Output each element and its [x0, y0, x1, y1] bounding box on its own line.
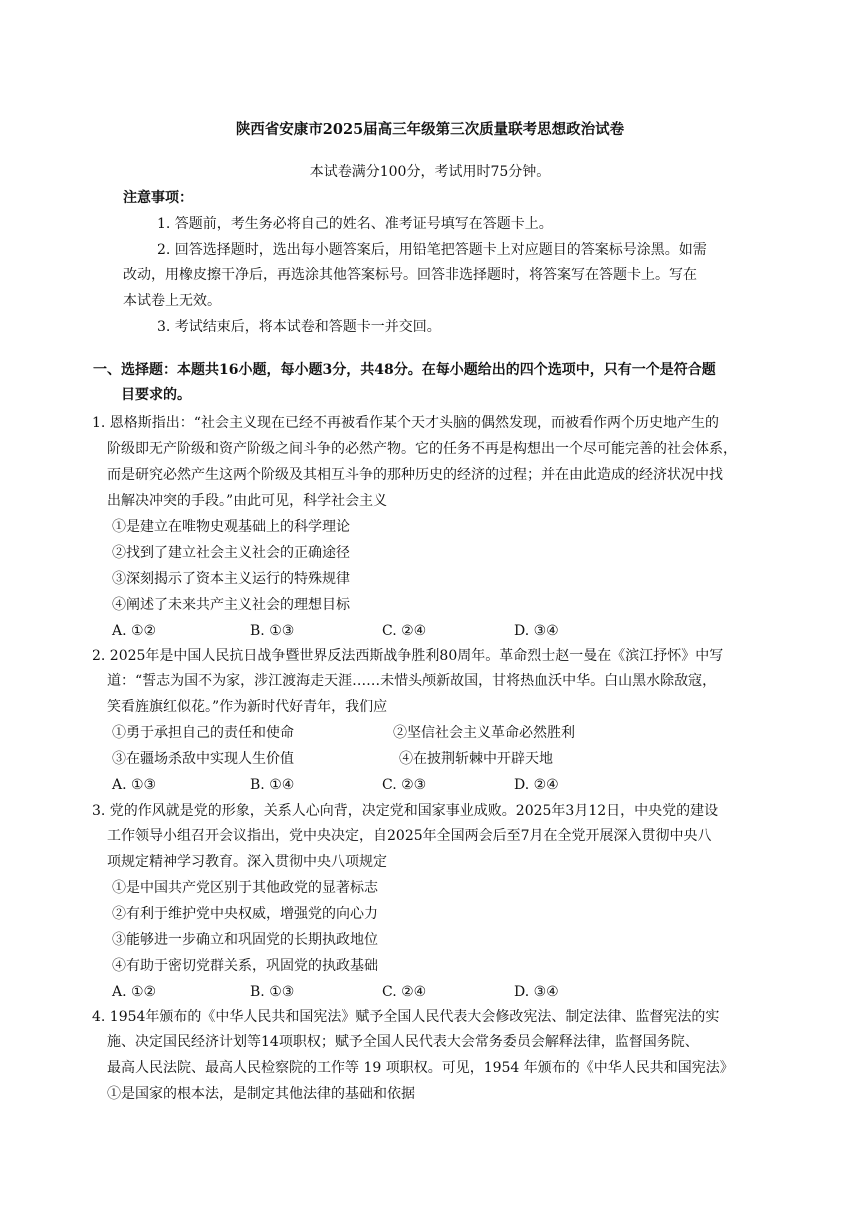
notice-item-1: 1. 答题前，考生务必将自己的姓名、准考证号填写在答题卡上。	[157, 216, 553, 232]
question-stem: 工作领导小组召开会议指出，党中央决定，自2025年全国两会后至7月在全党开展深入贯彻中央八	[107, 828, 712, 844]
statement-2: ②有利于维护党中央权威，增强党的向心力	[112, 906, 378, 922]
option-d: D. ③④	[514, 623, 559, 639]
question-stem: 而是研究必然产生这两个阶级及其相互斗争的那种历史的经济的过程；并在由此造成的经济状况中找	[107, 467, 723, 483]
page-title: 陕西省安康市2025届高三年级第三次质量联考思想政治试卷	[235, 121, 625, 138]
notice-item-3: 3. 考试结束后，将本试卷和答题卡一并交回。	[157, 319, 441, 335]
option-b: B. ①③	[250, 623, 295, 639]
statement-1: ①勇于承担自己的责任和使命	[112, 725, 294, 741]
notice-item-2: 2. 回答选择题时，选出每小题答案后，用铅笔把答题卡上对应题目的答案标号涂黑。如需	[157, 242, 707, 258]
notice-item-2-cont: 本试卷上无效。	[123, 293, 221, 309]
question-stem: 笑看旌旗红似花。”作为新时代好青年，我们应	[107, 699, 388, 715]
question-stem: 3. 党的作风就是党的形象，关系人心向背，决定党和国家事业成败。2025年3月12日，中央党的建设	[92, 803, 719, 819]
statement-1: ①是国家的根本法，是制定其他法律的基础和依据	[107, 1086, 415, 1102]
exam-info: 本试卷满分100分，考试用时75分钟。	[309, 164, 551, 180]
statement-3: ③能够进一步确立和巩固党的长期执政地位	[112, 932, 378, 948]
statement-3: ③在疆场杀敌中实现人生价值	[112, 751, 294, 767]
question-stem: 1. 恩格斯指出：“社会主义现在已经不再被看作某个天才头脑的偶然发现，而被看作两个历史地产生的	[92, 415, 719, 431]
question-stem: 出解决冲突的手段。”由此可见，科学社会主义	[107, 493, 388, 509]
question-stem: 道：“誓志为国不为家，涉江渡海走天涯……未惜头颅新故国，甘将热血沃中华。白山黑水除敌寇，	[107, 673, 717, 689]
question-stem: 4. 1954年颁布的《中华人民共和国宪法》赋予全国人民代表大会修改宪法、制定法律、监督宪法的实	[92, 1009, 720, 1025]
statement-2: ②坚信社会主义革命必然胜利	[393, 725, 575, 741]
option-d: D. ②④	[514, 777, 559, 793]
statement-1: ①是中国共产党区别于其他政党的显著标志	[112, 880, 378, 896]
option-d: D. ③④	[514, 984, 559, 1000]
statement-2: ②找到了建立社会主义社会的正确途径	[112, 545, 350, 561]
question-stem: 最高人民法院、最高人民检察院的工作等 19 项职权。可见，1954 年颁布的《中华人民共和国宪法》	[107, 1060, 734, 1076]
option-b: B. ①③	[250, 984, 295, 1000]
statement-1: ①是建立在唯物史观基础上的科学理论	[112, 519, 350, 535]
option-a: A. ①③	[112, 777, 157, 793]
option-c: C. ②④	[382, 623, 427, 639]
question-stem: 施、决定国民经济计划等14项职权；赋予全国人民代表大会常务委员会解释法律，监督国务院、	[107, 1034, 699, 1050]
option-a: A. ①②	[112, 984, 157, 1000]
notice-heading: 注意事项：	[123, 190, 193, 206]
option-a: A. ①②	[112, 623, 157, 639]
statement-4: ④有助于密切党群关系，巩固党的执政基础	[112, 958, 378, 974]
option-b: B. ①④	[250, 777, 295, 793]
question-stem: 2. 2025年是中国人民抗日战争暨世界反法西斯战争胜利80周年。革命烈士赵一曼在《滨江抒怀》中写	[92, 648, 724, 664]
statement-4: ④在披荆斩棘中开辟天地	[399, 751, 553, 767]
notice-item-2-cont: 改动，用橡皮擦干净后，再选涂其他答案标号。回答非选择题时，将答案写在答题卡上。写在	[123, 267, 697, 283]
option-c: C. ②④	[382, 984, 427, 1000]
question-stem: 阶级即无产阶级和资产阶级之间斗争的必然产物。它的任务不再是构想出一个尽可能完善的社会体系，	[107, 441, 737, 457]
question-stem: 项规定精神学习教育。深入贯彻中央八项规定	[107, 854, 387, 870]
statement-4: ④阐述了未来共产主义社会的理想目标	[112, 597, 350, 613]
section-heading: 一、选择题：本题共16小题，每小题3分，共48分。在每小题给出的四个选项中，只有一个是符合题	[93, 362, 716, 378]
section-heading-cont: 目要求的。	[121, 387, 191, 403]
statement-3: ③深刻揭示了资本主义运行的特殊规律	[112, 571, 350, 587]
option-c: C. ②③	[382, 777, 427, 793]
